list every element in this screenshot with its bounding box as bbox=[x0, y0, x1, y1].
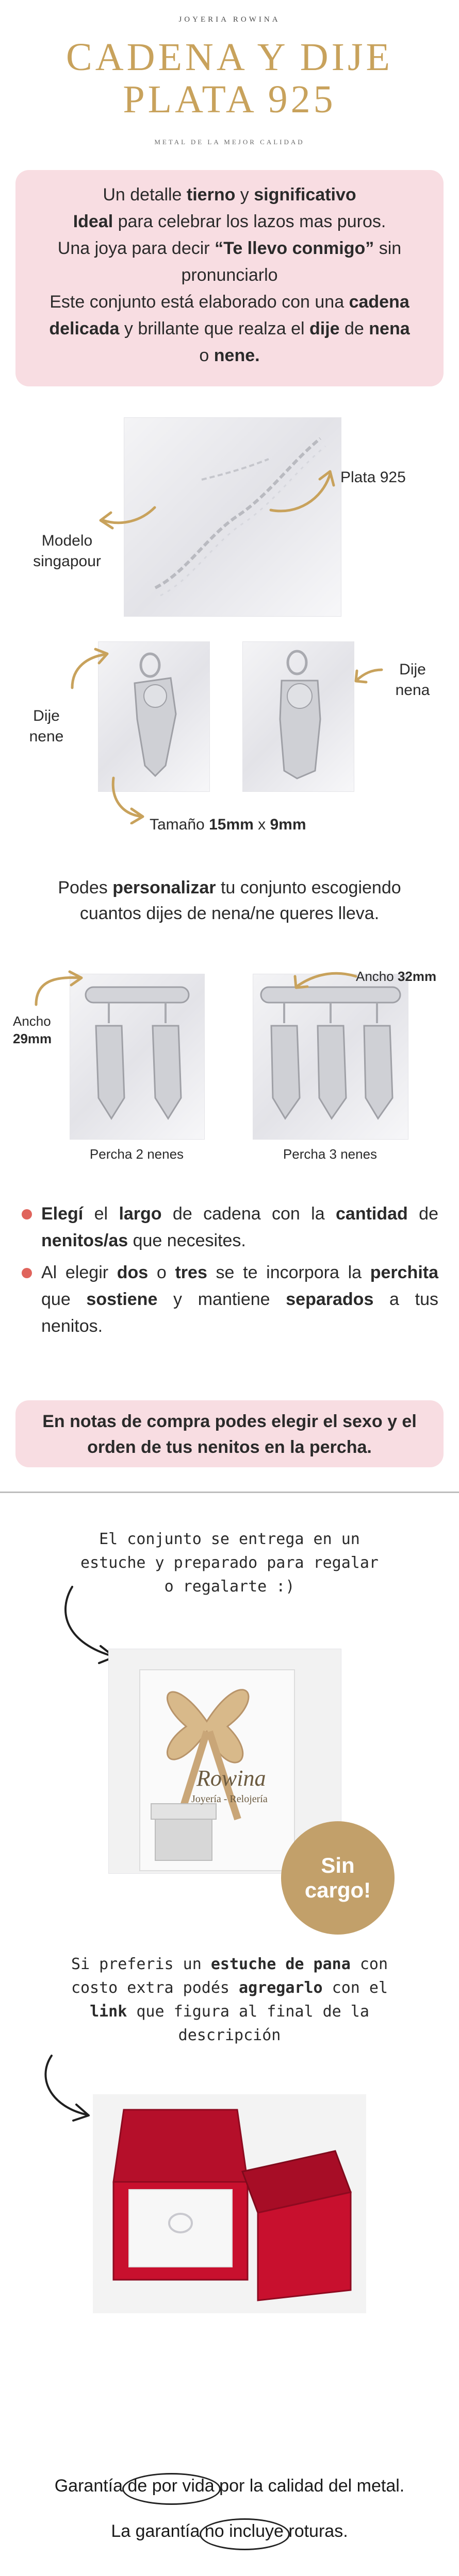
arrow-velvet-icon bbox=[31, 2050, 98, 2123]
velvet-case-image bbox=[93, 2094, 366, 2313]
page-title bbox=[0, 36, 459, 121]
label-dije-nene: Dije nene bbox=[29, 707, 64, 745]
size-label: Tamaño 15mm x 9mm bbox=[150, 816, 306, 833]
bag-subtitle: Joyería - Relojería bbox=[191, 1793, 268, 1805]
title-line-2: PLATA 925 bbox=[123, 78, 336, 121]
list-item: Elegí el largo de cadena con la cantidad de nenitos/as que necesites. bbox=[21, 1200, 438, 1254]
circle-mark bbox=[200, 2518, 290, 2550]
intro-line-7: o nene. bbox=[199, 346, 260, 365]
caption-percha-2: Percha 2 nenes bbox=[89, 1146, 184, 1162]
intro-line-3: Una joya para decir “Te llevo conmigo” sin bbox=[57, 239, 402, 258]
guarantee-line-2: La garantía no incluye roturas. bbox=[5, 2518, 454, 2544]
label-plata: Plata 925 bbox=[340, 469, 406, 486]
hanger-2-image bbox=[70, 974, 204, 1139]
pendant-nena-photo bbox=[242, 641, 354, 792]
packaging-text: El conjunto se entrega en un estuche y preparado para regalar o regalarte :) bbox=[80, 1530, 379, 1596]
arrow-nene-icon bbox=[62, 647, 113, 698]
arrow-ancho-left-icon bbox=[31, 969, 88, 1010]
bullet-dot-icon bbox=[22, 1209, 32, 1219]
section-divider bbox=[0, 1492, 459, 1493]
nene-pendant-image bbox=[99, 642, 209, 791]
label-modelo: Modelo singapour bbox=[33, 532, 101, 570]
circle-mark bbox=[122, 2473, 220, 2505]
velvet-text: Si preferis un estuche de pana con costo extra podés agregarlo con el link que figura al final de la descripción bbox=[71, 1955, 388, 2044]
guarantee-line-1: Garantía de por vida por la calidad del metal. bbox=[5, 2473, 454, 2499]
arrow-size-icon bbox=[106, 773, 147, 824]
arrow-plata-icon bbox=[266, 464, 338, 515]
note-text: En notas de compra podes elegir el sexo y el orden de tus nenitos en la percha. bbox=[42, 1412, 417, 1457]
label-ancho-32: Ancho 32mm bbox=[356, 969, 437, 984]
pendant-nene-photo bbox=[98, 641, 210, 792]
personalize-text: Podes personalizar tu conjunto escogiendo cuantos dijes de nena/ne queres lleva. bbox=[58, 878, 401, 923]
velvet-case-photo bbox=[93, 2094, 366, 2313]
bullet-dot-icon bbox=[22, 1268, 32, 1278]
label-ancho-29: Ancho 29mm bbox=[13, 1013, 52, 1046]
hanger-2-photo bbox=[70, 974, 205, 1140]
intro-line-5: Este conjunto está elaborado con una cadena bbox=[50, 292, 409, 312]
label-dije-nena: Dije nena bbox=[395, 661, 430, 699]
nena-pendant-image bbox=[243, 642, 354, 791]
free-badge: Sin cargo! bbox=[281, 1821, 395, 1935]
intro-line-2: Ideal para celebrar los lazos mas puros. bbox=[73, 212, 386, 231]
title-line-1: CADENA Y DIJE bbox=[66, 36, 393, 79]
subtitle: METAL DE LA MEJOR CALIDAD bbox=[154, 138, 305, 146]
intro-line-1: Un detalle tierno y significativo bbox=[103, 185, 356, 205]
bag-brand: Rowina bbox=[196, 1766, 266, 1791]
intro-box bbox=[15, 170, 444, 386]
intro-line-4: pronunciarlo bbox=[181, 265, 278, 285]
options-list bbox=[21, 1200, 438, 1345]
brand-name: JOYERIA ROWINA bbox=[178, 15, 281, 24]
hanger-3-photo bbox=[253, 974, 408, 1140]
arrow-modelo-icon bbox=[93, 502, 160, 533]
caption-percha-3: Percha 3 nenes bbox=[283, 1146, 378, 1162]
hanger-3-image bbox=[253, 974, 408, 1139]
arrow-ancho-right-icon bbox=[289, 966, 361, 992]
list-item: Al elegir dos o tres se te incorpora la perchita que sostiene y mantiene separados a tus nenitos. bbox=[21, 1259, 438, 1340]
intro-line-6: delicada y brillante que realza el dije de nena bbox=[49, 319, 410, 338]
note-box bbox=[15, 1400, 444, 1467]
